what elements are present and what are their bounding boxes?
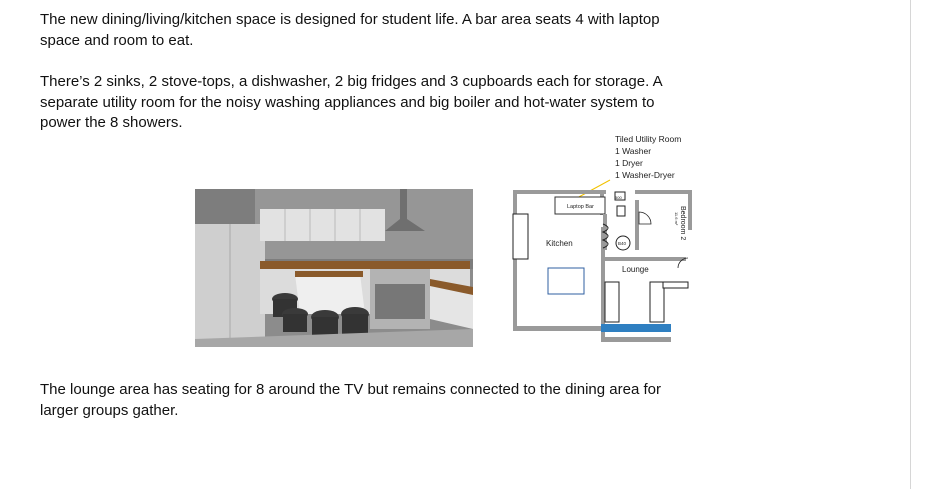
lounge-label: Lounge xyxy=(622,265,649,274)
paragraph-line: The new dining/living/kitchen space is designed for student life. A bar area seats 4 with laptop xyxy=(40,11,660,28)
floor-plan-diagram xyxy=(505,132,705,347)
kitchen-label: Kitchen xyxy=(546,239,573,248)
paragraph-facilities xyxy=(40,72,720,134)
utility-callout-item: 1 Washer xyxy=(615,146,652,156)
bedroom-area-label: 11.6 m² xyxy=(674,212,679,226)
utility-callout-item: 1 Washer-Dryer xyxy=(615,170,675,180)
paragraph-line: separate utility room for the noisy washing appliances and big boiler and hot-water system to xyxy=(40,93,655,111)
kitchen-render-image xyxy=(195,189,473,347)
bedroom-label: Bedroom 2 xyxy=(679,206,686,241)
paragraph-lounge xyxy=(40,380,720,421)
utility-callout-item: 1 Dryer xyxy=(615,158,643,168)
utility-callout-title: Tiled Utility Room xyxy=(615,134,682,144)
boiler-label: B40 xyxy=(618,241,627,246)
paragraph-intro xyxy=(40,10,720,51)
paragraph-line: power the 8 showers. xyxy=(40,114,183,131)
paragraph-line: The lounge area has seating for 8 around the TV but remains connected to the dining area for xyxy=(40,381,661,398)
paragraph-line: space and room to eat. xyxy=(40,31,194,49)
unit-label: 500 xyxy=(615,195,622,200)
paragraph-line: There’s 2 sinks, 2 stove-tops, a dishwasher, 2 big fridges and 3 cupboards each for storage. A xyxy=(40,73,663,90)
page-edge xyxy=(910,0,911,489)
callout-leader-line xyxy=(577,180,610,198)
laptop-bar-label: Laptop Bar xyxy=(567,204,594,210)
paragraph-line: larger groups gather. xyxy=(40,401,179,419)
